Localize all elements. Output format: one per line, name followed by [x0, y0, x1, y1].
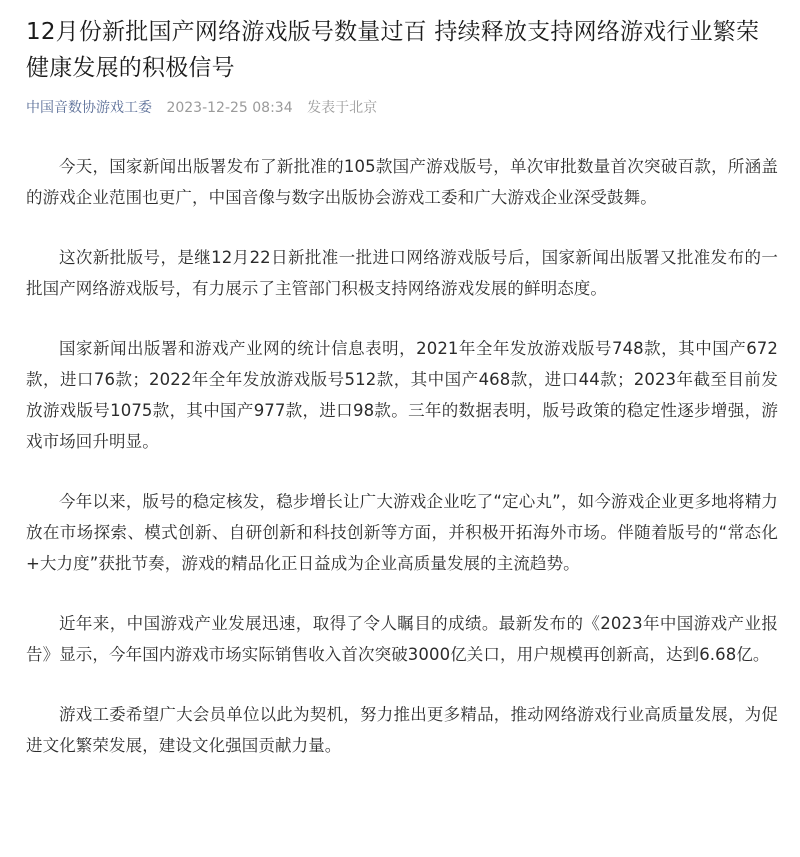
paragraph: 今年以来，版号的稳定核发，稳步增长让广大游戏企业吃了“定心丸”，如今游戏企业更多地将精力放在市场探索、模式创新、自研创新和科技创新等方面，并积极开拓海外市场。伴随着版号的“常态化+大力度”获批节奏，游戏的精品化正日益成为企业高质量发展的主流趋势。 [26, 492, 778, 573]
article-meta [26, 98, 778, 118]
paragraph: 国家新闻出版署和游戏产业网的统计信息表明，2021年全年发放游戏版号748款，其中国产672款，进口76款；2022年全年发放游戏版号512款，其中国产468款，进口44款；2023年截至目前发放游戏版号1075款，其中国产977款，进口98款。三年的数据表明，版号政策的稳定性逐步增强，游戏市场回升明显。 [26, 339, 778, 451]
article-body [26, 151, 778, 761]
paragraph: 游戏工委希望广大会员单位以此为契机，努力推出更多精品，推动网络游戏行业高质量发展，为促进文化繁荣发展，建设文化强国贡献力量。 [26, 705, 778, 755]
paragraph: 今天，国家新闻出版署发布了新批准的105款国产游戏版号，单次审批数量首次突破百款，所涵盖的游戏企业范围也更广，中国音像与数字出版协会游戏工委和广大游戏企业深受鼓舞。 [26, 157, 778, 207]
publish-location: 发表于北京 [307, 100, 378, 116]
article-title: 12月份新批国产网络游戏版号数量过百 持续释放支持网络游戏行业繁荣健康发展的积极信号 [26, 19, 760, 81]
author-link[interactable]: 中国音数协游戏工委 [26, 100, 152, 116]
paragraph: 近年来，中国游戏产业发展迅速，取得了令人瞩目的成绩。最新发布的《2023年中国游戏产业报告》显示，今年国内游戏市场实际销售收入首次突破3000亿关口，用户规模再创新高，达到6.68亿。 [26, 614, 778, 664]
publish-datetime: 2023-12-25 08:34 [166, 100, 293, 116]
paragraph: 这次新批版号，是继12月22日新批准一批进口网络游戏版号后，国家新闻出版署又批准发布的一批国产网络游戏版号，有力展示了主管部门积极支持网络游戏发展的鲜明态度。 [26, 248, 778, 298]
article [26, 14, 778, 790]
